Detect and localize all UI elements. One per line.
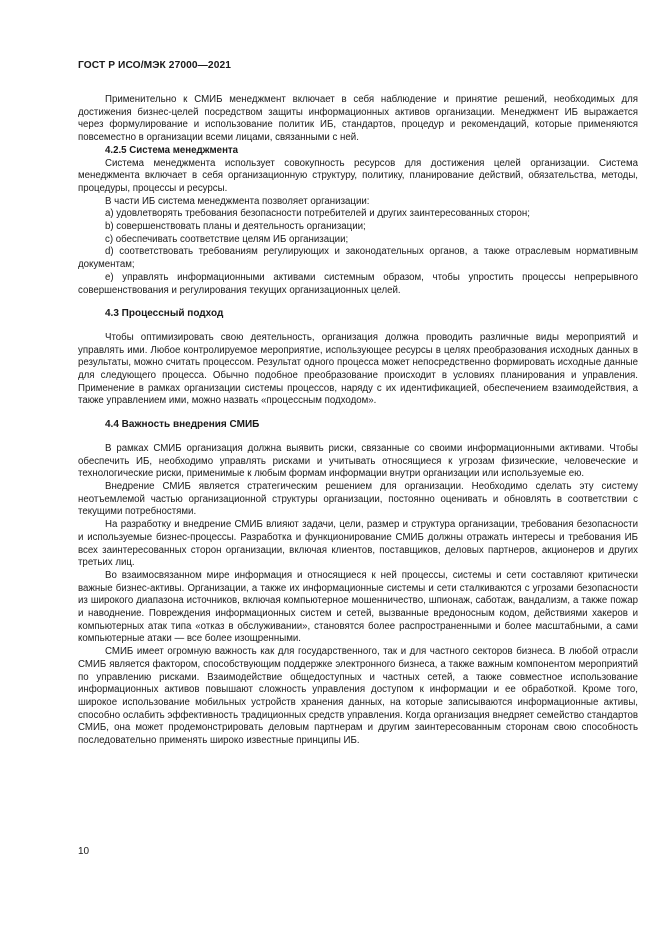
paragraph: Во взаимосвязанном мире информация и относящиеся к ней процессы, системы и сети составляют критически важные бизнес-активы. Организации, а также их информационные системы и сети сталкиваются с угрозами безопасности из широкого диапазона источников, включая компьютерное мошенничество, шпионаж, саботаж, вандализм, а также пожар и наводнение. Повреждения информационных систем и сетей, вызванные вредоносным кодом, действиями хакеров и компьютерных атак типа «отказ в обслуживании», становятся более распространенными и более масштабными, а сами компьютерные атаки — все более изощренными. xyxy=(78,569,638,645)
paragraph: Чтобы оптимизировать свою деятельность, организация должна проводить различные виды мероприятий и управлять ими. Любое контролируемое мероприятие, использующее ресурсы в целях преобразования исходных данных в результаты, можно считать процессом. Результат одного процесса может непосредственно формировать исходные данные для следующего процесса. Обычно подобное преобразование происходит в условиях планирования и управления. Применение в рамках организации системы процессов, наряду с их идентификацией, обеспечением взаимодействия, а также управлением ими, можно назвать «процессным подходом». xyxy=(78,331,638,407)
document-header: ГОСТ Р ИСО/МЭК 27000—2021 xyxy=(78,60,231,71)
list-item: d) соответствовать требованиям регулирующих и законодательных органов, а также отраслевым нормативным документам; xyxy=(78,246,638,271)
paragraph: В части ИБ система менеджмента позволяет организации: xyxy=(105,195,370,207)
page-number: 10 xyxy=(78,846,90,857)
list-item: e) управлять информационными активами системным образом, чтобы упростить процессы непрерывного совершенствования и регулирования текущих организационных целей. xyxy=(78,271,638,296)
paragraph: СМИБ имеет огромную важность как для государственного, так и для частного секторов бизнеса. В любой отрасли СМИБ является фактором, способствующим поддержке электронного бизнеса, а также важным компонентом мероприятий по управлению рисками. Взаимодействие общедоступных и частных сетей, а также совместное использование информационных активов повышают сложность управления доступом к информации и ее обработкой. Кроме того, широкое использование мобильных устройств хранения данных, на которые записываются информационные активы, способно ослабить эффективность традиционных средств управления. Когда организация внедряет семейство стандартов СМИБ, она может продемонстрировать деловым партнерам и другим заинтересованным сторонам свою способность последовательно применять широко известные принципы ИБ. xyxy=(78,646,638,747)
list-item: b) совершенствовать планы и деятельность организации; xyxy=(105,221,366,233)
list-item: c) обеспечивать соответствие целям ИБ организации; xyxy=(105,233,349,245)
list-item: a) удовлетворять требования безопасности потребителей и других заинтересованных сторон; xyxy=(105,208,530,220)
section-heading-4-4: 4.4 Важность внедрения СМИБ xyxy=(105,419,260,431)
paragraph: В рамках СМИБ организация должна выявить риски, связанные со своими информационными активами. Чтобы обеспечить ИБ, необходимо управлять рисками и учитывать относящиеся к угрозам физические, человеческие и технологические риски, применимые к любым формам информации внутри организации или используемые ею. xyxy=(78,442,638,480)
page-body xyxy=(78,94,638,748)
paragraph: Применительно к СМИБ менеджмент включает в себя наблюдение и принятие решений, необходимых для достижения бизнес-целей посредством защиты информационных активов организации. Менеджмент ИБ выражается через формулирование и использование политик ИБ, стандартов, процедур и рекомендаций, которые применяются повсеместно в организации всеми лицами, связанными с ней. xyxy=(78,94,638,144)
paragraph: Система менеджмента использует совокупность ресурсов для достижения целей организации. Система менеджмента включает в себя организационную структуру, политику, планирование действий, обязательства, методы, процедуры, процессы и ресурсы. xyxy=(78,157,638,194)
paragraph: Внедрение СМИБ является стратегическим решением для организации. Необходимо сделать эту систему неотъемлемой частью организационной структуры организации, постоянно оценивать и обновлять в соответствии с текущими потребностями. xyxy=(78,480,638,518)
section-heading-4-3: 4.3 Процессный подход xyxy=(105,308,224,320)
paragraph: На разработку и внедрение СМИБ влияют задачи, цели, размер и структура организации, требования безопасности и используемые бизнес-процессы. Разработка и функционирование СМИБ должны отражать интересы и требования ИБ всех заинтересованных сторон организации, включая клиентов, поставщиков, деловых партнеров, акционеров и других третьих лиц. xyxy=(78,519,638,569)
section-heading-4-2-5: 4.2.5 Система менеджмента xyxy=(105,144,239,156)
